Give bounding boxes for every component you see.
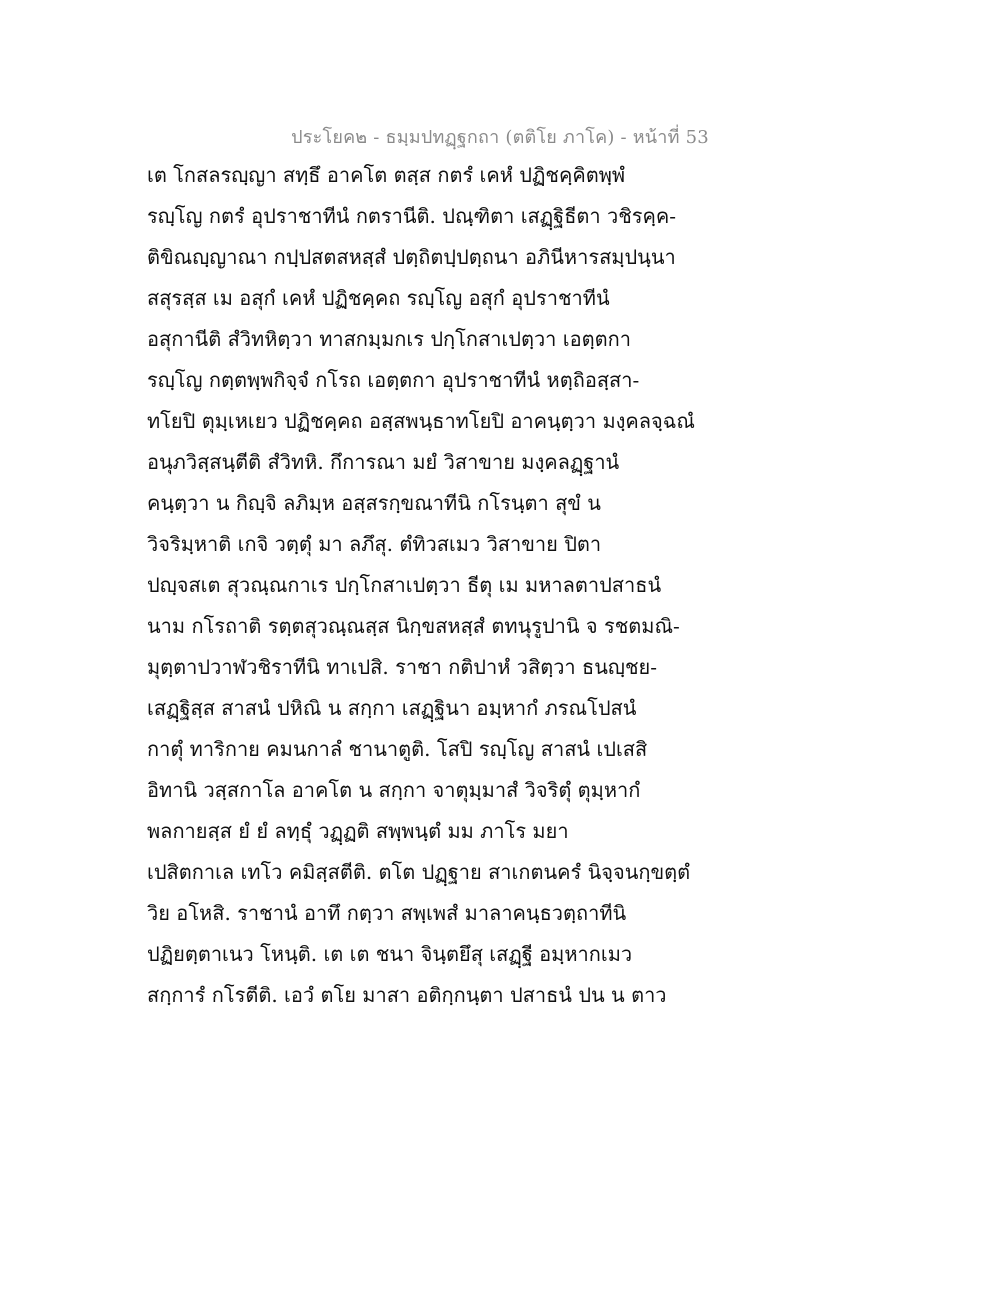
text-line: รญฺโญ กตรํ อุปราชาทีนํ กตรานีติ. ปณฺฑิตา เสฏฺฐิธีตา วชิรคฺค- bbox=[147, 204, 677, 228]
text-line: อนุภวิสฺสนฺตีติ สํวิทหิ. กึการณา มยํ วิสาขาย มงฺคลฏฺฐานํ bbox=[147, 450, 620, 474]
text-line: อิทานิ วสฺสกาโล อาคโต น สกฺกา จาตุมฺมาสํ วิจริตุํ ตุมฺหากํ bbox=[147, 778, 641, 802]
text-line: คนฺตฺวา น กิญฺจิ ลภิมฺห อสฺสรกฺขณาทีนิ กโรนฺตา สุขํ น bbox=[147, 491, 601, 515]
text-line: ปญฺจสเต สุวณฺณกาเร ปกฺโกสาเปตฺวา ธีตุ เม มหาลตาปสาธนํ bbox=[147, 573, 662, 597]
text-line: ทโยปิ ตุมฺเหเยว ปฏิชคฺคถ อสฺสพนฺธาทโยปิ อาคนฺตฺวา มงฺคลจฺฉณํ bbox=[147, 409, 695, 433]
page-header: ประโยค๒ - ธมฺมปทฏฺฐกถา (ตติโย ภาโค) - หน้าที่ 53 bbox=[291, 127, 709, 148]
text-line: เสฏฺฐิสฺส สาสนํ ปหิณิ น สกฺกา เสฏฺฐินา อมฺหากํ ภรณโปสนํ bbox=[147, 696, 637, 720]
body-text bbox=[147, 160, 867, 1021]
text-line: สสุรสฺส เม อสุกํ เคหํ ปฏิชคฺคถ รญฺโญ อสุกํ อุปราชาทีนํ bbox=[147, 286, 610, 310]
text-line: วิย อโหสิ. ราชานํ อาทึ กตฺวา สพฺเพสํ มาลาคนฺธวตฺถาทีนิ bbox=[147, 901, 627, 925]
text-line: วิจริมฺหาติ เกจิ วตฺตุํ มา ลภึสุ. ตํทิวสเมว วิสาขาย ปิตา bbox=[147, 532, 602, 556]
text-line: ปฏิยตฺตาเนว โหนฺติ. เต เต ชนา จินฺตยึสุ เสฏฺฐี อมฺหากเมว bbox=[147, 942, 633, 966]
text-line: เต โกสลรญฺญา สทฺธึ อาคโต ตสฺส กตรํ เคหํ ปฏิชคฺคิตพฺพํ bbox=[147, 163, 626, 187]
text-line: พลกายสฺส ยํ ยํ ลทฺธุํ วฏฺฏติ สพฺพนฺตํ มม ภาโร มยา bbox=[147, 819, 569, 843]
text-line: นาม กโรถาติ รตฺตสุวณฺณสฺส นิกฺขสหสฺสํ ตทนุรูปานิ จ รชตมณิ- bbox=[147, 614, 680, 638]
text-line: เปสิตกาเล เทโว คมิสฺสตีติ. ตโต ปฏฺฐาย สาเกตนครํ นิจฺจนกฺขตฺตํ bbox=[147, 860, 691, 884]
text-line: สกฺการํ กโรตีติ. เอวํ ตโย มาสา อติกฺกนฺตา ปสาธนํ ปน น ตาว bbox=[147, 983, 667, 1007]
text-line: กาตุํ ทาริกาย คมนกาลํ ชานาตูติ. โสปิ รญฺโญ สาสนํ เปเสสิ bbox=[147, 737, 648, 761]
text-line: อสุกานีติ สํวิทหิตฺวา ทาสกมฺมกเร ปกฺโกสาเปตฺวา เอตฺตกา bbox=[147, 327, 631, 351]
text-line: มุตฺตาปวาฬวชิราทีนิ ทาเปสิ. ราชา กติปาหํ วสิตฺวา ธนญฺชย- bbox=[147, 655, 657, 679]
text-line: รญฺโญ กตฺตพฺพกิจฺจํ กโรถ เอตฺตกา อุปราชาทีนํ หตฺถิอสฺสา- bbox=[147, 368, 640, 392]
text-line: ติขิณญฺญาณา กปฺปสตสหสฺสํ ปตฺถิตปฺปตฺถนา อภินีหารสมฺปนฺนา bbox=[147, 245, 676, 269]
